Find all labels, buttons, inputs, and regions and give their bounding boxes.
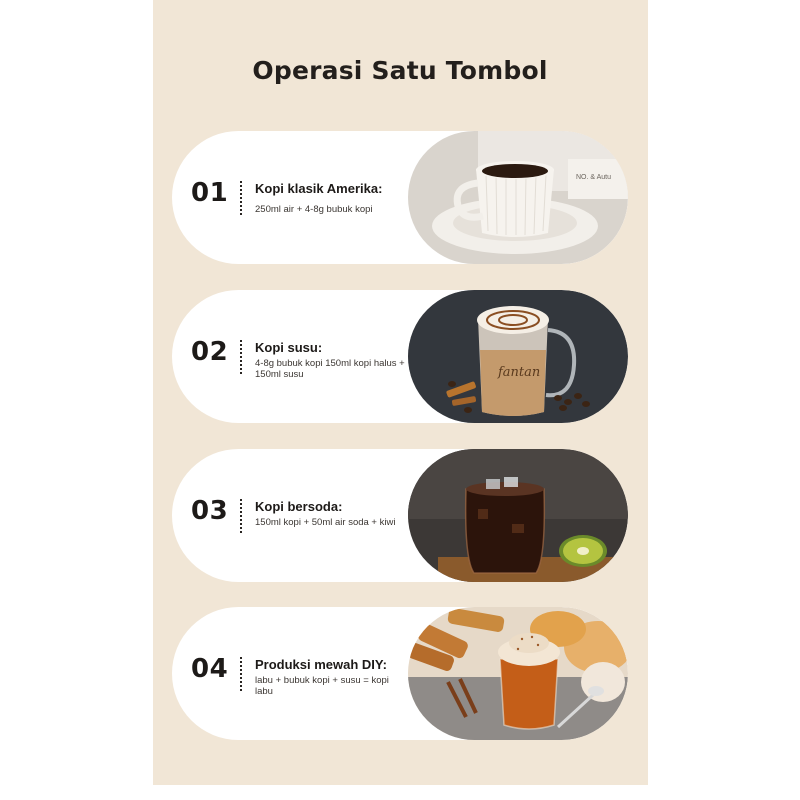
dotted-divider (240, 657, 244, 691)
recipe-number: 02 (191, 337, 229, 367)
recipe-card-1 (172, 131, 628, 264)
recipe-number: 03 (191, 496, 229, 526)
recipe-description: 4-8g bubuk kopi 150ml kopi halus + 150ml susu (255, 358, 405, 380)
recipe-number: 04 (191, 654, 229, 684)
pumpkin-coffee-photo (408, 607, 628, 740)
americano-cup-photo (408, 131, 628, 264)
iced-soda-coffee-photo (408, 449, 628, 582)
recipe-name: Kopi susu: (255, 340, 323, 355)
dotted-divider (240, 181, 244, 215)
recipe-card-3 (172, 449, 628, 582)
latte-glass-photo (408, 290, 628, 423)
recipe-name: Kopi klasik Amerika: (255, 181, 383, 196)
recipe-name: Kopi bersoda: (255, 499, 343, 514)
recipe-card-4 (172, 607, 628, 740)
recipe-card-2 (172, 290, 628, 423)
dotted-divider (240, 340, 244, 374)
recipe-description: 250ml air + 4-8g bubuk kopi (255, 204, 373, 215)
svg-text:NO. & Autu: NO. & Autu (576, 174, 612, 181)
recipe-description: 150ml kopi + 50ml air soda + kiwi (255, 517, 396, 528)
recipe-number: 01 (191, 178, 229, 208)
dotted-divider (240, 499, 244, 533)
page-title: Operasi Satu Tombol (252, 56, 548, 85)
recipe-name: Produksi mewah DIY: (255, 657, 387, 672)
svg-text:fantan: fantan (498, 365, 541, 380)
recipe-description: labu + bubuk kopi + susu = kopi labu (255, 675, 389, 697)
